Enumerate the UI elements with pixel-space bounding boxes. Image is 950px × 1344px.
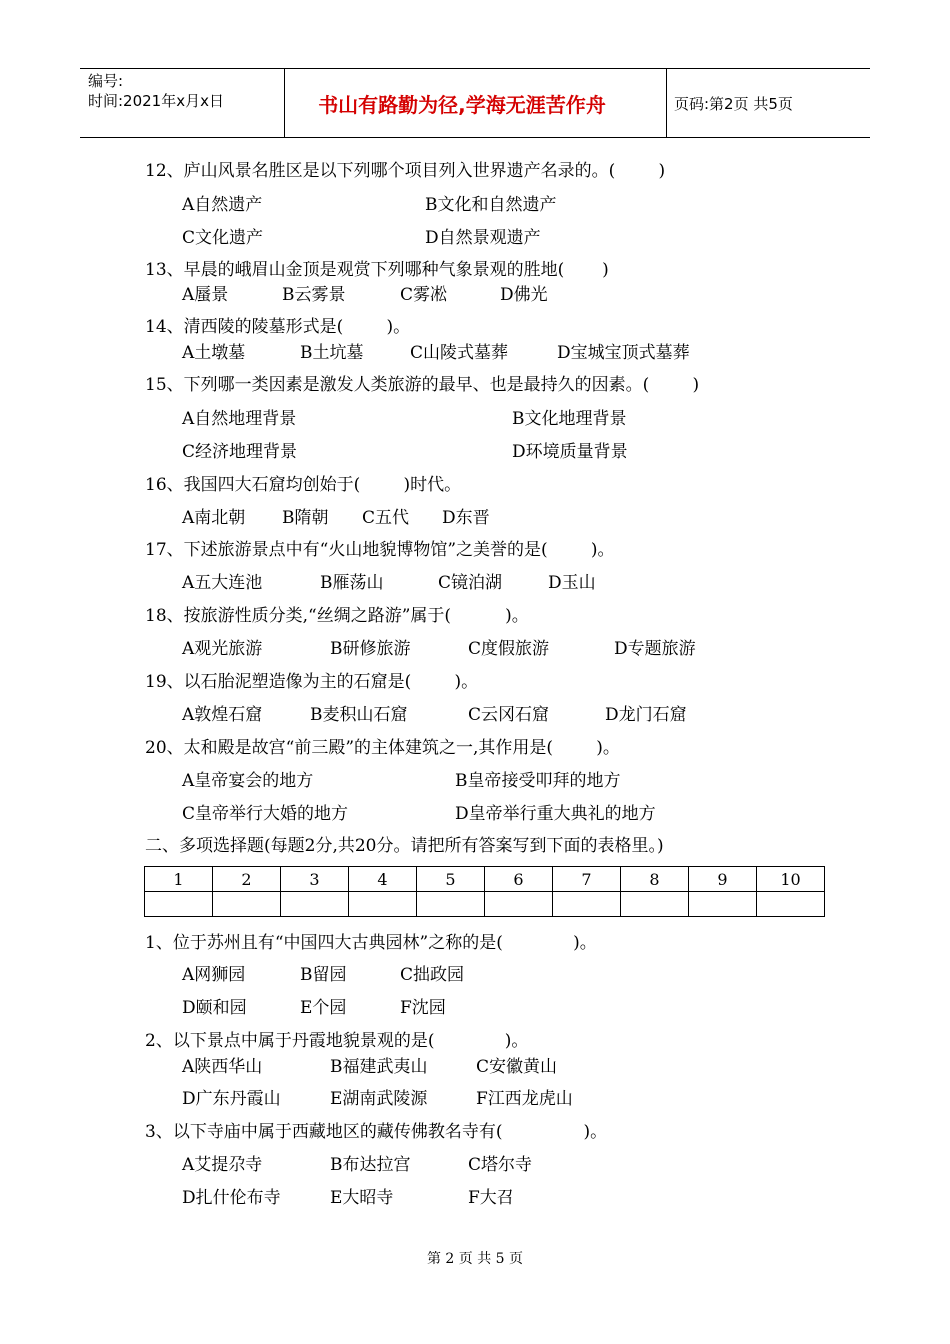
answer-table-number: 7: [553, 867, 621, 892]
option: A五大连池: [182, 573, 263, 593]
option: B文化地理背景: [512, 409, 627, 429]
option: D佛光: [500, 285, 548, 305]
option: C度假旅游: [468, 639, 550, 659]
document-header: [80, 68, 870, 138]
answer-table: [144, 866, 825, 917]
option: B土坑墓: [300, 343, 364, 363]
question-text: 14、清西陵的陵墓形式是( )。: [145, 317, 411, 337]
section-heading: 二、多项选择题(每题2分,共20分。请把所有答案写到下面的表格里。): [145, 836, 664, 856]
option: D龙门石窟: [605, 705, 687, 725]
question-text: 12、庐山风景名胜区是以下列哪个项目列入世界遗产名录的。( ): [145, 161, 666, 181]
answer-table-number: 6: [485, 867, 553, 892]
option: D扎什伦布寺: [182, 1188, 281, 1208]
option: F江西龙虎山: [476, 1089, 573, 1109]
option: A敦煌石窟: [182, 705, 263, 725]
option: A皇帝宴会的地方: [182, 771, 314, 791]
option: B文化和自然遗产: [425, 195, 557, 215]
option: B布达拉宫: [330, 1155, 411, 1175]
answer-table-blank-row: [145, 892, 825, 917]
answer-table-number: 2: [213, 867, 281, 892]
question-text: 17、下述旅游景点中有“火山地貌博物馆”之美誉的是( )。: [145, 540, 615, 560]
answer-cell: [553, 892, 621, 917]
answer-table-number: 1: [145, 867, 213, 892]
question-text: 3、以下寺庙中属于西藏地区的藏传佛教名寺有( )。: [145, 1122, 608, 1142]
question-text: 15、下列哪一类因素是激发人类旅游的最早、也是最持久的因素。( ): [145, 375, 700, 395]
option: D环境质量背景: [512, 442, 628, 462]
answer-cell: [145, 892, 213, 917]
option: B留园: [300, 965, 347, 985]
question-text: 13、早晨的峨眉山金顶是观赏下列哪种气象景观的胜地( ): [145, 260, 609, 280]
option: C经济地理背景: [182, 442, 298, 462]
option: B研修旅游: [330, 639, 411, 659]
option: B福建武夷山: [330, 1057, 428, 1077]
question-text: 16、我国四大石窟均创始于( )时代。: [145, 475, 462, 495]
option: A自然地理背景: [182, 409, 297, 429]
question-text: 19、以石胎泥塑造像为主的石窟是( )。: [145, 672, 479, 692]
time-label: 时间:2021年x月x日: [88, 92, 224, 110]
option: A自然遗产: [182, 195, 263, 215]
answer-cell: [485, 892, 553, 917]
option: D东晋: [442, 508, 490, 528]
option: A艾提尕寺: [182, 1155, 263, 1175]
option: C安徽黄山: [476, 1057, 558, 1077]
answer-cell: [689, 892, 757, 917]
option: D宝城宝顶式墓葬: [557, 343, 690, 363]
option: D广东丹霞山: [182, 1089, 281, 1109]
option: D专题旅游: [614, 639, 696, 659]
option: A陕西华山: [182, 1057, 263, 1077]
answer-cell: [213, 892, 281, 917]
option: A蜃景: [182, 285, 229, 305]
answer-cell: [757, 892, 825, 917]
answer-table-number: 8: [621, 867, 689, 892]
option: A观光旅游: [182, 639, 263, 659]
answer-table-number: 9: [689, 867, 757, 892]
option: D自然景观遗产: [425, 228, 541, 248]
option: C塔尔寺: [468, 1155, 533, 1175]
option: C拙政园: [400, 965, 465, 985]
question-text: 20、太和殿是故宫“前三殿”的主体建筑之一,其作用是( )。: [145, 738, 620, 758]
answer-table-number: 4: [349, 867, 417, 892]
option: F沈园: [400, 998, 446, 1018]
option: E湖南武陵源: [330, 1089, 428, 1109]
answer-table-number: 5: [417, 867, 485, 892]
question-text: 2、以下景点中属于丹霞地貌景观的是( )。: [145, 1031, 529, 1051]
option: C五代: [362, 508, 410, 528]
option: C云冈石窟: [468, 705, 550, 725]
question-text: 18、按旅游性质分类,“丝绸之路游”属于( )。: [145, 606, 529, 626]
option: E大昭寺: [330, 1188, 394, 1208]
answer-cell: [621, 892, 689, 917]
answer-cell: [281, 892, 349, 917]
option: E个园: [300, 998, 347, 1018]
option: B麦积山石窟: [310, 705, 408, 725]
number-label: 编号:: [88, 72, 124, 90]
option: B皇帝接受叩拜的地方: [455, 771, 621, 791]
option: C皇帝举行大婚的地方: [182, 804, 349, 824]
header-motto: 书山有路勤为径,学海无涯苦作舟: [318, 92, 606, 117]
option: D玉山: [548, 573, 596, 593]
header-page-info: 页码:第2页 共5页: [674, 94, 793, 113]
page-footer: 第 2 页 共 5 页: [426, 1251, 524, 1267]
option: B云雾景: [282, 285, 346, 305]
question-text: 1、位于苏州且有“中国四大古典园林”之称的是( )。: [145, 933, 597, 953]
answer-table-header-row: [145, 867, 825, 892]
option: A土墩墓: [182, 343, 246, 363]
option: D皇帝举行重大典礼的地方: [455, 804, 656, 824]
option: D颐和园: [182, 998, 247, 1018]
answer-table-number: 10: [757, 867, 825, 892]
answer-cell: [349, 892, 417, 917]
answer-table-number: 3: [281, 867, 349, 892]
option: F大召: [468, 1188, 514, 1208]
option: C镜泊湖: [438, 573, 503, 593]
option: C雾凇: [400, 285, 448, 305]
option: B隋朝: [282, 508, 329, 528]
option: A南北朝: [182, 508, 246, 528]
option: C文化遗产: [182, 228, 264, 248]
header-meta: [88, 71, 224, 111]
option: B雁荡山: [320, 573, 384, 593]
option: C山陵式墓葬: [410, 343, 509, 363]
answer-cell: [417, 892, 485, 917]
option: A网狮园: [182, 965, 246, 985]
